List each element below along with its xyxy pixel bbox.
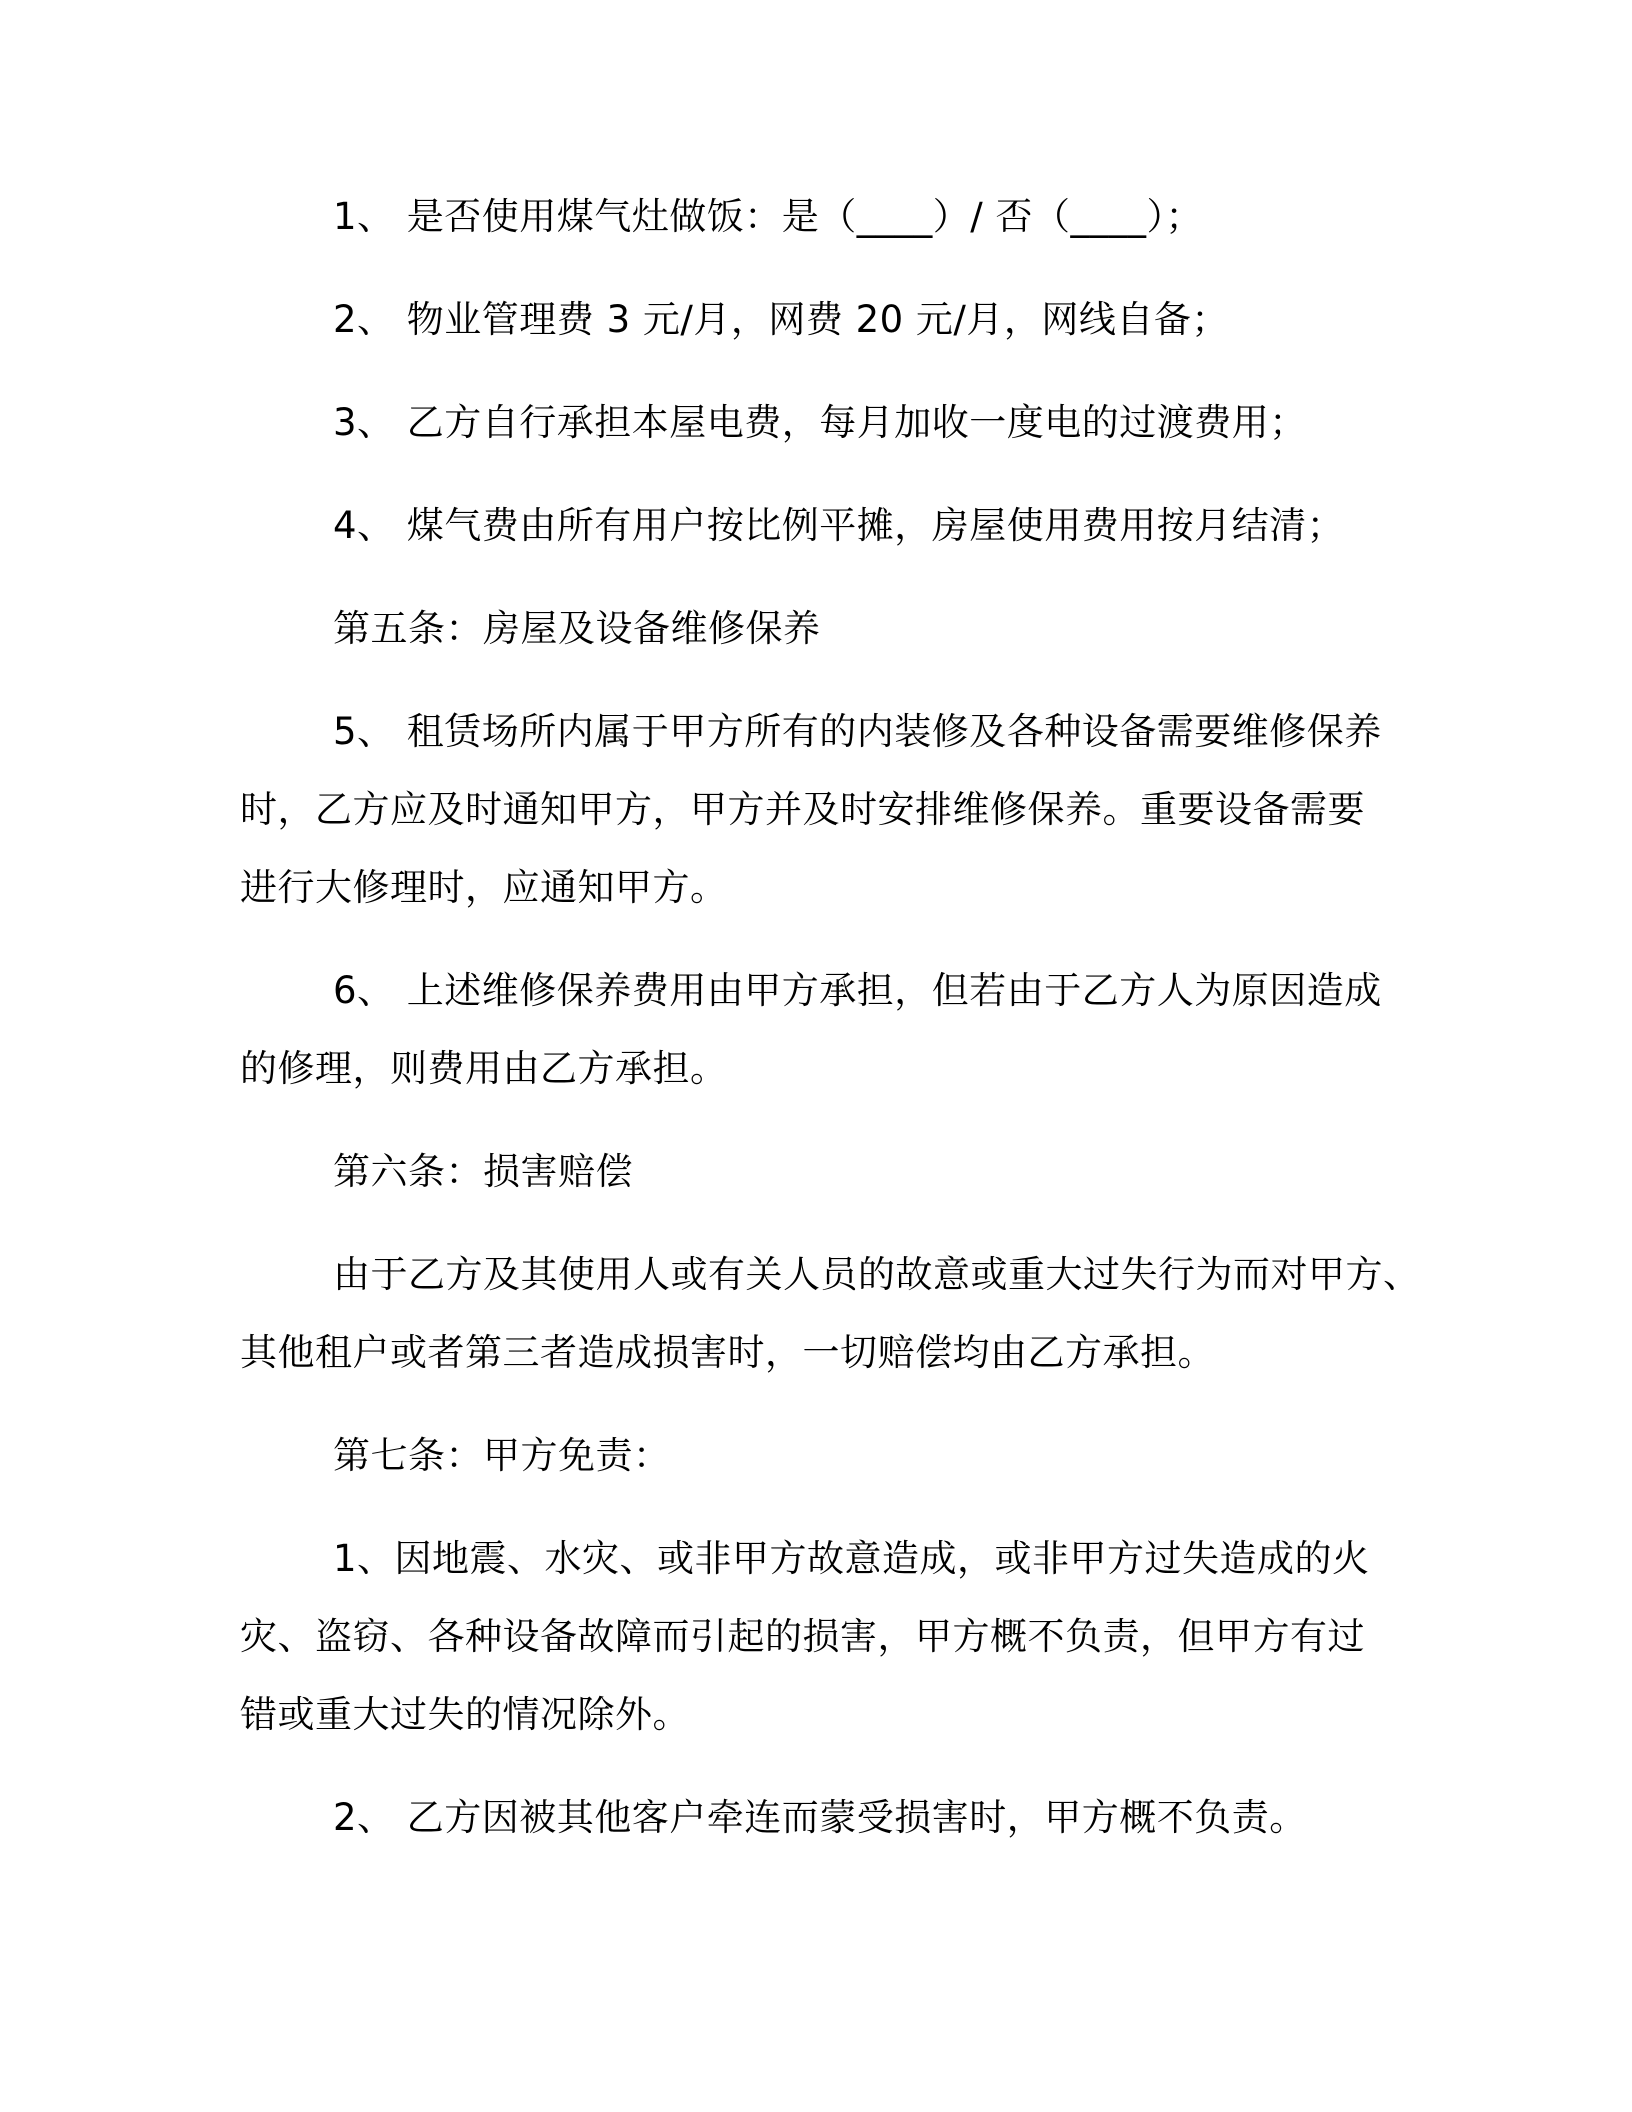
article5-item5-line3: 进行大修理时，应通知甲方。 xyxy=(240,866,728,909)
article6-body-line1: 由于乙方及其使用人或有关人员的故意或重大过失行为而对甲方、 xyxy=(333,1253,1421,1296)
article5-item5-line2: 时，乙方应及时通知甲方，甲方并及时安排维修保养。重要设备需要 xyxy=(240,788,1365,831)
article6-heading: 第六条：损害赔偿 xyxy=(333,1150,633,1193)
article5-heading: 第五条：房屋及设备维修保养 xyxy=(333,607,821,650)
article7-item1-line1: 1、因地震、水灾、或非甲方故意造成，或非甲方过失造成的火 xyxy=(333,1537,1370,1580)
article5-item6-line1: 6、 上述维修保养费用由甲方承担，但若由于乙方人为原因造成 xyxy=(333,969,1382,1012)
article7-item1-line2: 灾、盗窃、各种设备故障而引起的损害，甲方概不负责，但甲方有过 xyxy=(240,1615,1365,1658)
list-item-gas-fee: 4、 煤气费由所有用户按比例平摊，房屋使用费用按月结清； xyxy=(333,504,1345,547)
article5-item5-line1: 5、 租赁场所内属于甲方所有的内装修及各种设备需要维修保养 xyxy=(333,710,1382,753)
article6-body-line2: 其他租户或者第三者造成损害时，一切赔偿均由乙方承担。 xyxy=(240,1331,1215,1374)
list-item-electricity: 3、 乙方自行承担本屋电费，每月加收一度电的过渡费用； xyxy=(333,401,1307,444)
article7-item1-line3: 错或重大过失的情况除外。 xyxy=(240,1693,690,1736)
article7-heading: 第七条：甲方免责： xyxy=(333,1434,671,1477)
list-item-gas-stove: 1、 是否使用煤气灶做饭：是（____）/ 否（____）； xyxy=(333,195,1204,238)
list-item-property-fee: 2、 物业管理费 3 元/月，网费 20 元/月，网线自备； xyxy=(333,298,1229,341)
article5-item6-line2: 的修理，则费用由乙方承担。 xyxy=(240,1047,728,1090)
article7-item2: 2、 乙方因被其他客户牵连而蒙受损害时，甲方概不负责。 xyxy=(333,1796,1307,1839)
